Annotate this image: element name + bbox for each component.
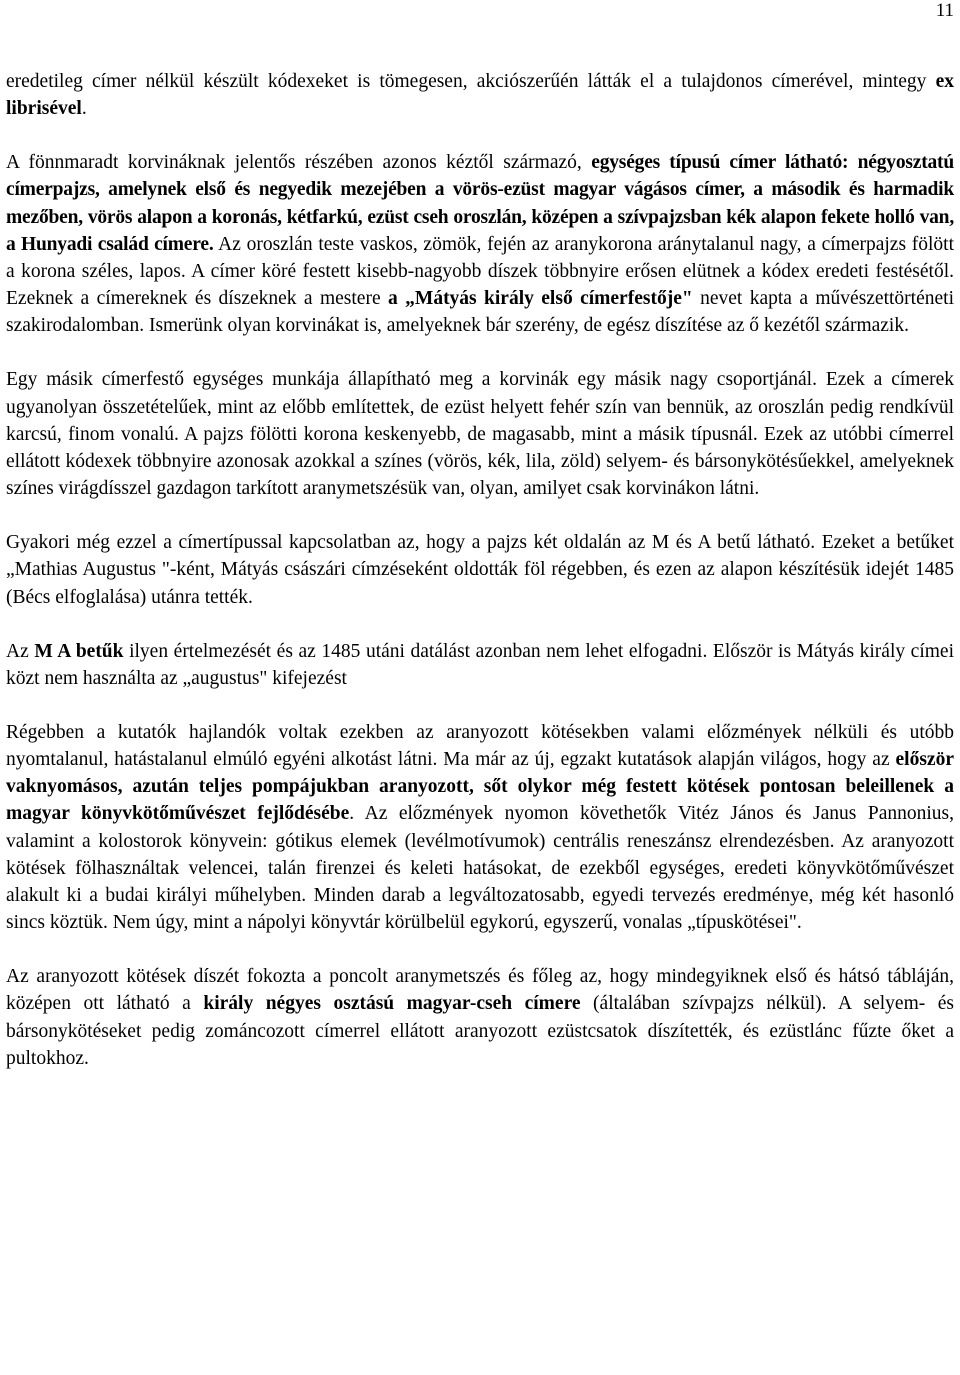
bold-run: a „Mátyás király első címerfestője" [388, 288, 693, 310]
text-run: (általában szívpajzs nélkül). A selyem- és bársonykötéseket pedig zománcozott címerrel ellátott aranyozott ezüstcsatok díszítették, és ezüstlánc fűzte őket a pultokhoz. [6, 993, 955, 1069]
text-run: nevet kapta a művészettörténeti szakirodalomban. Ismerünk olyan korvinákat is, amelyeknek bár szerény, de egész díszítése az ő kezétől származik. [6, 288, 954, 337]
text-run: Az oroszlán teste vaskos, zömök, fején az aranykorona aránytalanul nagy, a címerpajzs fölött a korona széles, lapos. A címer köré festett kisebb-nagyobb díszek többnyire erősen elütnek a kódex eredeti festésétől. Ezeknek a címereknek és díszeknek a mestere [6, 233, 954, 310]
text-run: Régebben a kutatók hajlandók voltak ezekben az aranyozott kötésekben valami előzmények nélküli és utóbb nyomtalanul, hatástalanul elmúló egyéni alkotást látni. Ma már az új, egzakt kutatások alapján világos, hogy az [6, 721, 954, 771]
text-run: . Az előzmények nyomon követhetők Vitéz János és Janus Pannonius, valamint a kolostorok könyvein: gótikus elemek (levélmotívumok) centrális reneszánsz elrendezésben. Az aranyozott kötések fölhasználtak velencei, talán firenzei és keleti hatásokat, de ezekből egységes, eredeti könyvkötőművészet alakult ki a budai királyi műhelyben. Minden darab a legváltozatosabb, egyedi tervezés eredménye, még két hasonló sincs köztük. Nem úgy, mint a nápolyi könyvtár körülbelül egykorú, egyszerű, vonalas „típuskötései". [6, 803, 954, 934]
bold-run: ex librisével [6, 71, 954, 120]
paragraph-4 [6, 529, 954, 610]
bold-run: király négyes osztású magyar-cseh címere [203, 993, 581, 1015]
paragraph-7 [6, 963, 954, 1072]
page-number: 11 [935, 0, 954, 21]
text-run: Az [6, 640, 35, 662]
text-run: A fönnmaradt korvináknak jelentős részében azonos kéztől származó, [6, 152, 592, 174]
text-run: Gyakori még ezzel a címertípussal kapcsolatban az, hogy a pajzs két oldalán az M és A betű látható. Ezeket a betűket „Mathias Augustus "-ként, Mátyás császári címzéseként oldották föl régebben, és ezen az alapon készítésük idejét 1485 (Bécs elfoglalása) utánra tették. [6, 532, 954, 608]
bold-run: M A betűk [34, 640, 124, 662]
text-run: Egy másik címerfestő egységes munkája állapítható meg a korvinák egy másik nagy csoportjánál. Ezek a címerek ugyanolyan összetételűek, mint az előbb említettek, de ezüst helyett fehér szín van bennük, az oroszlán pedig rendkívül karcsú, finom vonalú. A pajzs fölötti korona keskenyebb, de magasabb, mint a másik típusnál. Ezek az utóbbi címerrel ellátott kódexek többnyire azonosak azokkal a színes (vörös, kék, lila, zöld) selyem- és bársonykötésűekkel, amelyeknek színes virágdísszel gazdagon tarkított aranymetszésük van, olyan, amilyet csak korvinákon látni. [6, 369, 954, 500]
text-run: eredetileg címer nélkül készült kódexeket is tömegesen, akciószerűén látták el a tulajdonos címerével, mintegy [6, 71, 936, 92]
body-text [6, 68, 954, 1072]
bold-run: először vaknyomásos, azután teljes pompájukban aranyozott, sőt olykor még festett kötések pontosan beleillenek a magyar könyvkötőművészet fejlődésébe [6, 749, 954, 825]
paragraph-2 [6, 149, 954, 339]
text-run: ilyen értelmezését és az 1485 utáni datálást azonban nem lehet elfogadni. Először is Mátyás király címei közt nem használta az „augustus" kifejezést [6, 640, 954, 689]
paragraph-3 [6, 366, 954, 502]
paragraph-1 [6, 68, 954, 122]
text-run: . [81, 98, 87, 120]
bold-run: egységes típusú címer látható: négyosztatú címerpajzs, amelynek első és negyedik mezejében a vörös-ezüst magyar vágásos címer, a második és harmadik mezőben, vörös alapon a koronás, kétfarkú, ezüst cseh oroszlán, középen a szívpajzsban kék alapon fekete holló van, a Hunyadi család címere. [6, 152, 954, 255]
text-run: Az aranyozott kötések díszét fokozta a poncolt aranymetszés és főleg az, hogy mindegyiknek első és hátsó tábláján, középen ott látható a [6, 966, 954, 1015]
paragraph-5 [6, 638, 954, 692]
paragraph-6 [6, 719, 954, 936]
